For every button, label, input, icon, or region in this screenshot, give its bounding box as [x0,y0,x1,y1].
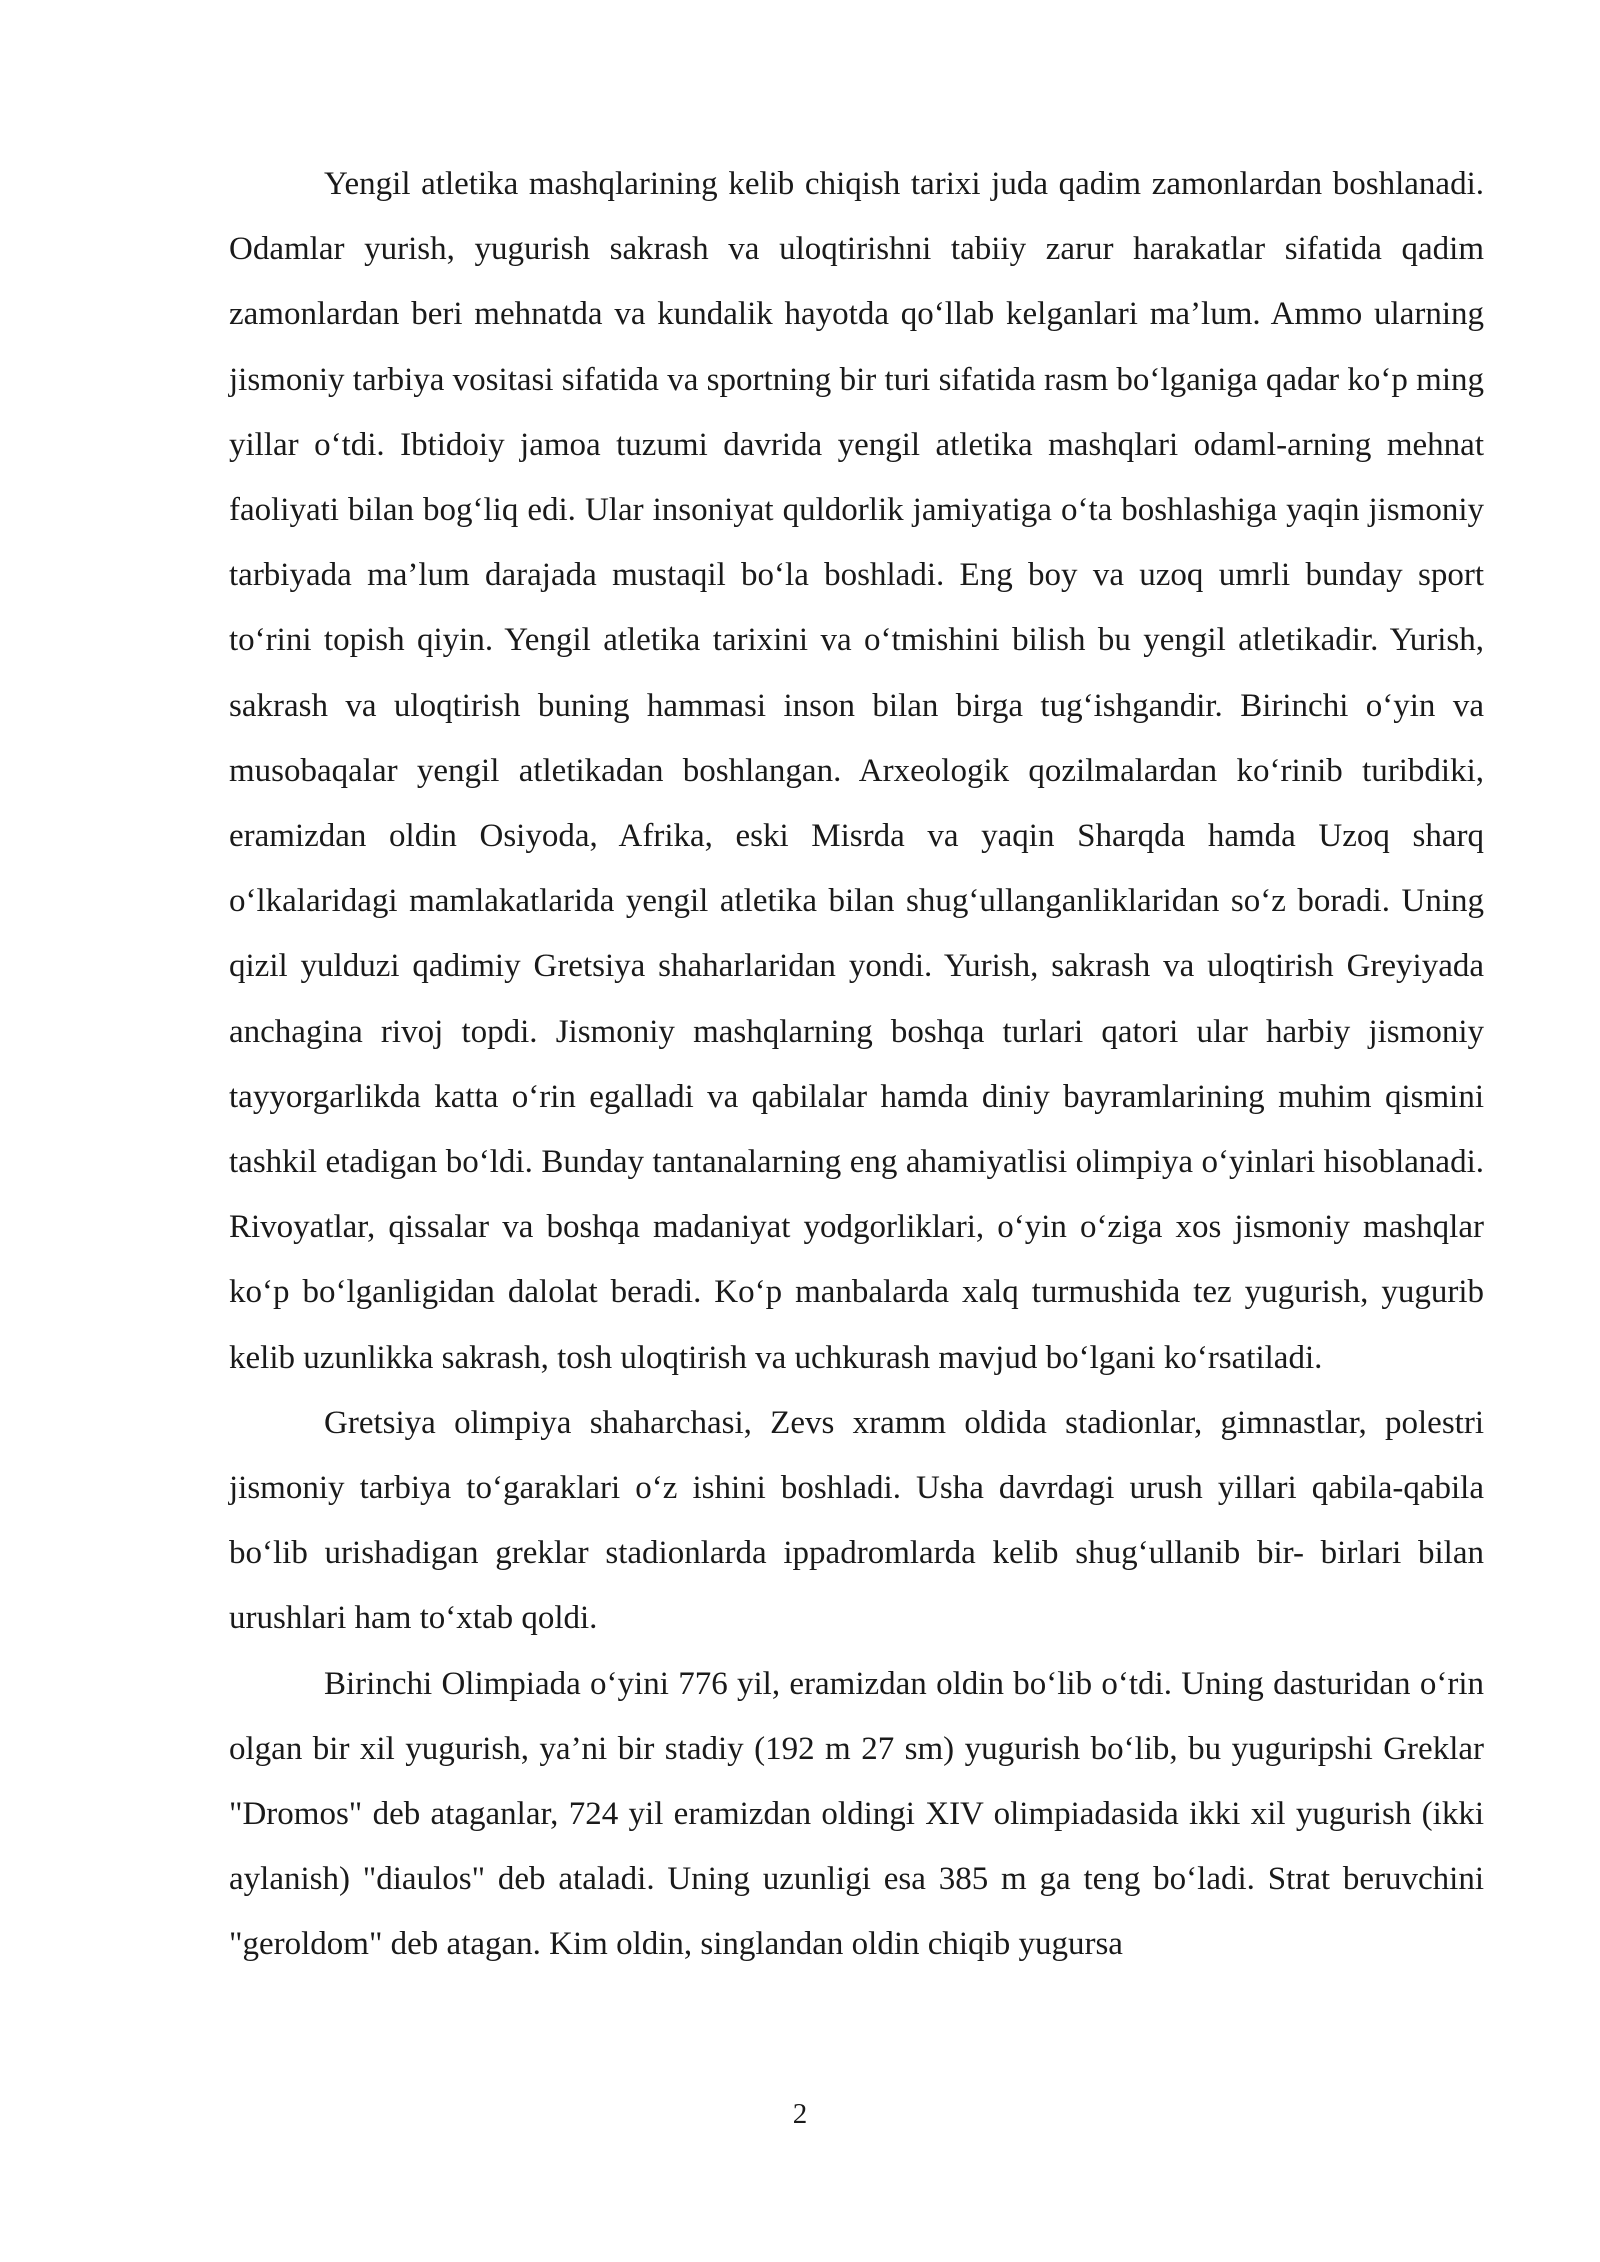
paragraph-first-olympiad: Birinchi Olimpiada o‘yini 776 yil, eramizdan oldin bo‘lib o‘tdi. Uning dasturidan o‘rin olgan bir xil yugurish, ya’ni bir stadiy (192 m 27 sm) yugurish bo‘lib, bu yuguripshi Greklar "Dromos" deb ataganlar, 724 yil eramizdan oldingi XIV olimpiadasida ikki xil yugurish (ikki aylanish) "diaulos" deb ataladi. Uning uzunligi esa 385 m ga teng bo‘ladi. Strat beruvchini "geroldom" deb atagan. Kim oldin, singlandan oldin chiqib yugursa [229,1665,1484,1963]
paragraph-history: Yengil atletika mashqlarining kelib chiqish tarixi juda qadim zamonlardan boshlanadi. Odamlar yurish, yugurish sakrash va uloqtirishni tabiiy zarur harakatlar sifatida qadim zamonlardan beri mehnatda va kundalik hayotda qo‘llab kelganlari ma’lum. Ammo ularning jismoniy tarbiya vositasi sifatida va sportning bir turi sifatida rasm bo‘lganiga qadar ko‘p ming yillar o‘tdi. Ibtidoiy jamoa tuzumi davrida yengil atletika mashqlari odaml-arning mehnat faoliyati bilan bog‘liq edi. Ular insoniyat quldorlik jamiyatiga o‘ta boshlashiga yaqin jismoniy tarbiyada ma’lum darajada mustaqil bo‘la boshladi. Eng boy va uzoq umrli bunday sport to‘rini topish qiyin. Yengil atletika tarixini va o‘tmishini bilish bu yengil atletikadir. Yurish, sakrash va uloqtirish buning hammasi inson bilan birga tug‘ishgandir. Birinchi o‘yin va musobaqalar yengil atletikadan boshlangan. Arxeologik qozilmalardan ko‘rinib turibdiki, eramizdan oldin Osiyoda, Afrika, eski Misrda va yaqin Sharqda hamda Uzoq sharq o‘lkalaridagi mamlakatlarida yengil atletika bilan shug‘ullanganliklaridan so‘z boradi. Uning qizil yulduzi qadimiy Gretsiya shaharlaridan yondi. Yurish, sakrash va uloqtirish Greyiyada anchagina rivoj topdi. Jismoniy mashqlarning boshqa turlari qatori ular harbiy jismoniy tayyorgarlikda katta o‘rin egalladi va qabilalar hamda diniy bayramlarining muhim qismini tashkil etadigan bo‘ldi. Bunday tantanalarning eng ahamiyatlisi olimpiya o‘yinlari hisoblanadi. Rivoyatlar, qissalar va boshqa madaniyat yodgorliklari, o‘yin o‘ziga xos jismoniy mashqlar ko‘p bo‘lganligidan dalolat beradi. Ko‘p manbalarda xalq turmushida tez yugurish, yugurib kelib uzunlikka sakrash, tosh uloqtirish va uchkurash mavjud bo‘lgani ko‘rsatiladi. [229,166,1484,1376]
body-text [229,152,1484,1978]
page-number: 2 [792,2098,808,2130]
paragraph-greece-stadiums: Gretsiya olimpiya shaharchasi, Zevs xramm oldida stadionlar, gimnastlar, polestri jismoniy tarbiya to‘garaklari o‘z ishini boshladi. Usha davrdagi urush yillari qabila-qabila bo‘lib urishadigan greklar stadionlarda ippadromlarda kelib shug‘ullanib bir- birlari bilan urushlari ham to‘xtab qoldi. [229,1404,1484,1637]
